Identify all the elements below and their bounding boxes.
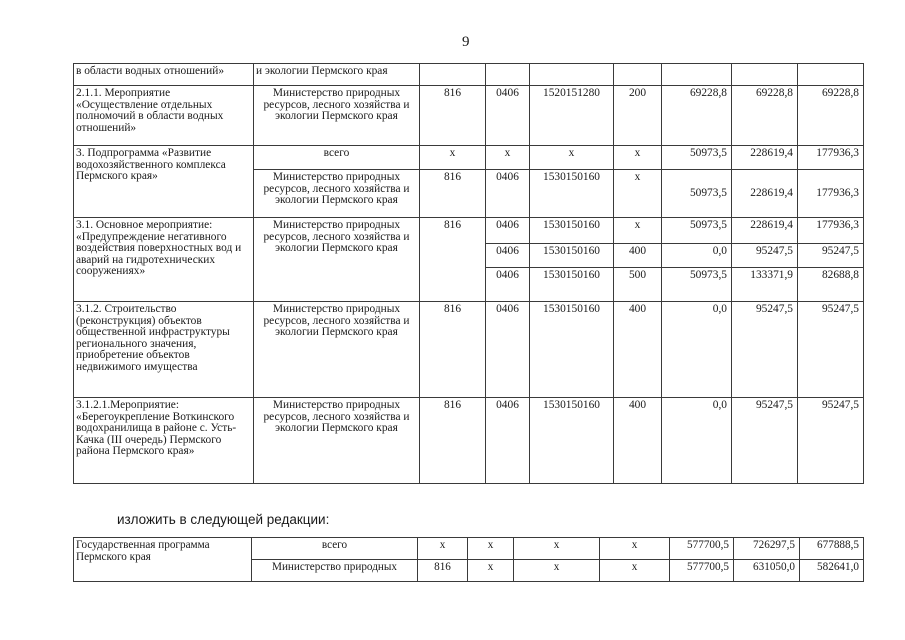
expense-type-code: 400 xyxy=(614,398,662,484)
expense-type-code: х xyxy=(600,538,670,560)
page-number: 9 xyxy=(462,34,470,50)
amount-year-2: 228619,4 xyxy=(732,218,798,244)
section-code: 0406 xyxy=(486,218,530,244)
amount-year-1: 50973,5 xyxy=(662,146,732,170)
amount-year-1: 0,0 xyxy=(662,244,732,268)
expense-type-code: 500 xyxy=(614,268,662,302)
section-code: х xyxy=(468,560,514,582)
organization-cell: Министерство природных ресурсов, лесного хозяйства и экологии Пермского края xyxy=(254,302,420,398)
amount-year-2: 95247,5 xyxy=(732,302,798,398)
expense-type-code: 400 xyxy=(614,244,662,268)
amount-year-3: 177936,3 xyxy=(798,218,864,244)
amount-year-2: 631050,0 xyxy=(734,560,800,582)
amount-year-2: 726297,5 xyxy=(734,538,800,560)
expense-type-code: х xyxy=(614,170,662,218)
amount-year-3: 95247,5 xyxy=(798,244,864,268)
table-row xyxy=(74,64,864,86)
amount-year-1: 0,0 xyxy=(662,302,732,398)
grbs-code: 816 xyxy=(420,86,486,146)
expense-type-code: 400 xyxy=(614,302,662,398)
section-code: 0406 xyxy=(486,244,530,268)
amount-year-1: 50973,5 xyxy=(662,268,732,302)
amount-year-2: 95247,5 xyxy=(732,244,798,268)
target-article-code: х xyxy=(514,538,600,560)
organization-cell: Министерство природных ресурсов, лесного хозяйства и экологии Пермского края xyxy=(254,170,420,218)
organization-cell: Министерство природных ресурсов, лесного хозяйства и экологии Пермского края xyxy=(254,86,420,146)
amount-year-1: 577700,5 xyxy=(670,560,734,582)
grbs-code: 816 xyxy=(420,218,486,302)
grbs-code: х xyxy=(418,538,468,560)
grbs-code: 816 xyxy=(420,170,486,218)
program-name-cell: Государственная программа Пермского края xyxy=(74,538,252,582)
section-code: 0406 xyxy=(486,398,530,484)
amount-year-3: 177936,3 xyxy=(798,146,864,170)
amount-year-3: 82688,8 xyxy=(798,268,864,302)
amount-year-1: 69228,8 xyxy=(662,86,732,146)
section-code: 0406 xyxy=(486,268,530,302)
amount-year-3: 677888,5 xyxy=(800,538,864,560)
event-name-cell: 3.1.2. Строительство (реконструкция) объектов общественной инфраструктуры регионального значения, приобретение объектов недвижимого имущества xyxy=(74,302,254,398)
amount-year-2: 228619,4 xyxy=(732,170,798,218)
target-article-code: 1520151280 xyxy=(530,86,614,146)
target-article-code: 1530150160 xyxy=(530,218,614,244)
section-code: 0406 xyxy=(486,302,530,398)
organization-cell: и экологии Пермского края xyxy=(254,64,420,86)
organization-cell: Министерство природных xyxy=(252,560,418,582)
organization-cell: всего xyxy=(252,538,418,560)
amount-year-1: 0,0 xyxy=(662,398,732,484)
table-row xyxy=(74,146,864,170)
organization-cell: Министерство природных ресурсов, лесного хозяйства и экологии Пермского края xyxy=(254,218,420,302)
table-row xyxy=(74,398,864,484)
budget-table-current xyxy=(73,63,864,484)
table-row xyxy=(74,86,864,146)
amount-year-3: 582641,0 xyxy=(800,560,864,582)
amount-year-1: 50973,5 xyxy=(662,218,732,244)
amount-year-2: 133371,9 xyxy=(732,268,798,302)
table-row xyxy=(74,302,864,398)
amount-year-2: 69228,8 xyxy=(732,86,798,146)
grbs-code: х xyxy=(420,146,486,170)
section-code: х xyxy=(468,538,514,560)
budget-table-new-edition xyxy=(73,537,864,582)
section-code: х xyxy=(486,146,530,170)
target-article-code: 1530150160 xyxy=(530,398,614,484)
amount-year-3: 177936,3 xyxy=(798,170,864,218)
expense-type-code: х xyxy=(600,560,670,582)
expense-type-code: 200 xyxy=(614,86,662,146)
section-code: 0406 xyxy=(486,170,530,218)
amount-year-1: 577700,5 xyxy=(670,538,734,560)
target-article-code: 1530150160 xyxy=(530,268,614,302)
organization-cell: Министерство природных ресурсов, лесного хозяйства и экологии Пермского края xyxy=(254,398,420,484)
target-article-code: х xyxy=(530,146,614,170)
amount-year-2: 228619,4 xyxy=(732,146,798,170)
event-name-cell: в области водных отношений» xyxy=(74,64,254,86)
target-article-code: 1530150160 xyxy=(530,244,614,268)
event-name-cell: 2.1.1. Мероприятие «Осуществление отдельных полномочий в области водных отношений» xyxy=(74,86,254,146)
table-row xyxy=(74,538,864,560)
organization-cell: всего xyxy=(254,146,420,170)
amount-year-1: 50973,5 xyxy=(662,170,732,218)
amount-year-2: 95247,5 xyxy=(732,398,798,484)
target-article-code: х xyxy=(514,560,600,582)
event-name-cell: 3. Подпрограмма «Развитие водохозяйственного комплекса Пермского края» xyxy=(74,146,254,218)
amount-year-3: 95247,5 xyxy=(798,398,864,484)
instruction-text: изложить в следующей редакции: xyxy=(117,512,330,527)
amount-year-3: 69228,8 xyxy=(798,86,864,146)
expense-type-code: х xyxy=(614,218,662,244)
expense-type-code: х xyxy=(614,146,662,170)
table-row xyxy=(74,218,864,244)
amount-year-3: 95247,5 xyxy=(798,302,864,398)
grbs-code: 816 xyxy=(420,302,486,398)
target-article-code: 1530150160 xyxy=(530,302,614,398)
target-article-code: 1530150160 xyxy=(530,170,614,218)
grbs-code: 816 xyxy=(418,560,468,582)
event-name-cell: 3.1.2.1.Мероприятие: «Берегоукрепление Воткинского водохранилища в районе с. Усть-Качка (III очередь) Пермского района Пермского края» xyxy=(74,398,254,484)
section-code: 0406 xyxy=(486,86,530,146)
event-name-cell: 3.1. Основное мероприятие: «Предупреждение негативного воздействия поверхностных вод и аварий на гидротехнических сооружениях» xyxy=(74,218,254,302)
grbs-code: 816 xyxy=(420,398,486,484)
